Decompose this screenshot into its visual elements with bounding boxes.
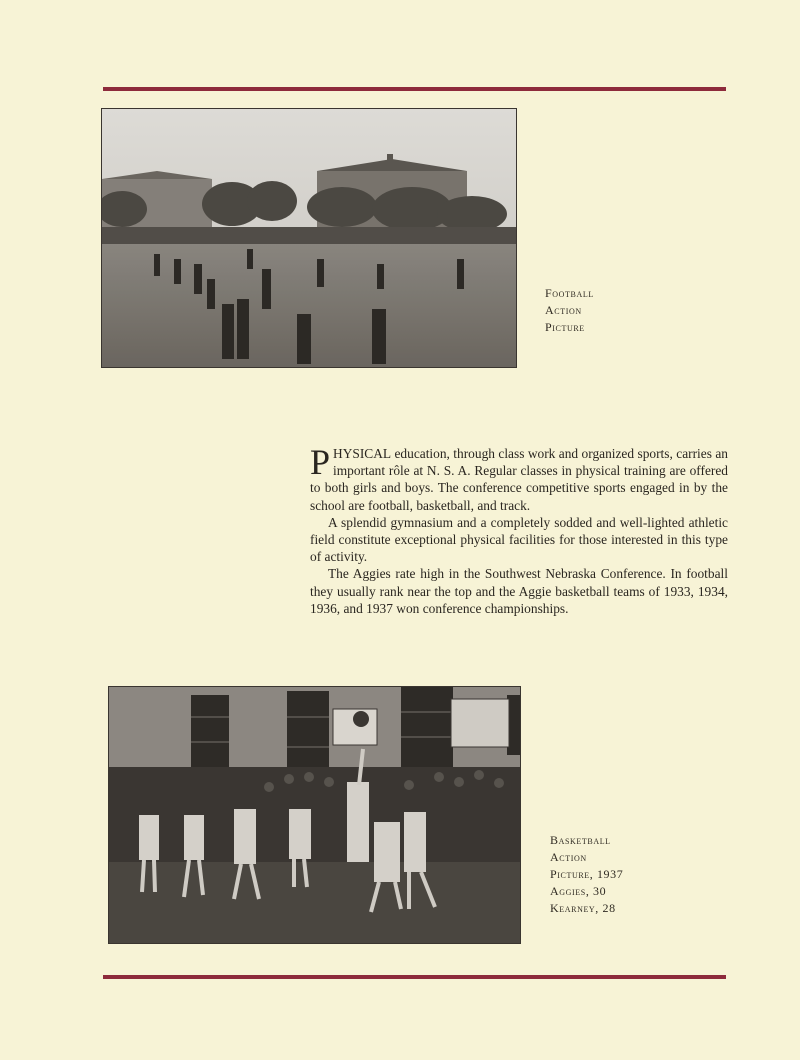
first-word-rest: HYSICAL (333, 446, 392, 461)
basketball-photo-icon (109, 687, 520, 943)
basketball-caption-line: Picture, 1937 (550, 867, 624, 881)
top-divider-rule (103, 87, 726, 91)
basketball-photo (108, 686, 521, 944)
paragraph-1-text: education, through class work and organized sports, carries an important rôle at N. S. A. Regular classes in physical training are offered to both girls and boys. The conference competitive sports engaged in by the school are football, basketball, and track. (310, 446, 728, 513)
football-caption-line: Football (545, 286, 594, 300)
basketball-caption-line: Kearney, 28 (550, 901, 616, 915)
football-caption (545, 285, 594, 336)
article-paragraph-3: The Aggies rate high in the Southwest Nebraska Conference. In football they usually rank near the top and the Aggie basketball teams of 1933, 1934, 1936, and 1937 won conference championships. (310, 566, 728, 616)
article-body (310, 442, 728, 617)
article-paragraph-2: A splendid gymnasium and a completely sodded and well-lighted athletic field constitute exceptional physical facilities for those interested in this type of activity. (310, 514, 728, 565)
basketball-caption-line: Aggies, 30 (550, 884, 607, 898)
bottom-divider-rule (103, 975, 726, 979)
drop-cap: P (310, 442, 331, 482)
basketball-caption-line: Basketball (550, 833, 611, 847)
football-caption-line: Picture (545, 320, 585, 334)
basketball-caption (550, 832, 623, 917)
football-photo-icon (102, 109, 516, 367)
article-paragraph-1 (310, 442, 728, 514)
basketball-caption-line: Action (550, 850, 587, 864)
football-caption-line: Action (545, 303, 582, 317)
football-photo (101, 108, 517, 368)
